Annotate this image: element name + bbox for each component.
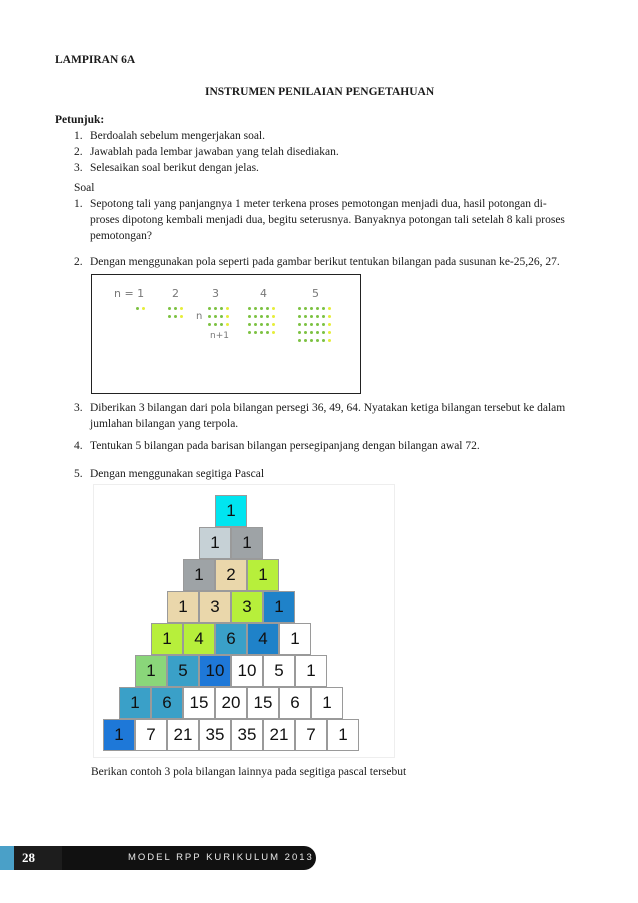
pattern-dot bbox=[214, 315, 217, 318]
pascal-cell: 1 bbox=[263, 591, 295, 623]
lampiran-label: LAMPIRAN 6A bbox=[55, 54, 136, 66]
q1-line-1: Sepotong tali yang panjangnya 1 meter terkena proses pemotongan menjadi dua, hasil potongan di- bbox=[90, 198, 547, 210]
pattern-dot bbox=[168, 315, 171, 318]
pattern-dot bbox=[248, 315, 251, 318]
pascal-cell: 1 bbox=[279, 623, 311, 655]
pascal-cell: 1 bbox=[295, 655, 327, 687]
item-text: Selesaikan soal berikut dengan jelas. bbox=[90, 162, 259, 174]
pattern-dot bbox=[304, 323, 307, 326]
pattern-dot bbox=[254, 315, 257, 318]
pattern-dot bbox=[316, 307, 319, 310]
pattern-dot bbox=[260, 323, 263, 326]
q2-text: Dengan menggunakan pola seperti pada gambar berikut tentukan bilangan pada susunan ke-25,26, 27. bbox=[90, 256, 560, 268]
question-5 bbox=[74, 466, 614, 482]
pascal-cell: 20 bbox=[215, 687, 247, 719]
item-number: 4. bbox=[74, 440, 83, 452]
label-n4: 4 bbox=[260, 287, 267, 300]
question-1 bbox=[74, 196, 594, 244]
pascal-cell: 1 bbox=[183, 559, 215, 591]
pattern-dot bbox=[248, 331, 251, 334]
pattern-dot bbox=[214, 307, 217, 310]
pattern-dot bbox=[272, 331, 275, 334]
pattern-dot bbox=[168, 307, 171, 310]
item-number: 3. bbox=[74, 402, 83, 414]
item-number: 3. bbox=[74, 162, 83, 174]
petunjuk-item-1 bbox=[74, 128, 594, 144]
pascal-cell: 3 bbox=[199, 591, 231, 623]
pattern-dot bbox=[328, 323, 331, 326]
pattern-dot bbox=[272, 323, 275, 326]
pascal-cell: 1 bbox=[311, 687, 343, 719]
pascal-cell: 5 bbox=[167, 655, 199, 687]
pattern-dot bbox=[266, 307, 269, 310]
item-number: 1. bbox=[74, 198, 83, 210]
pattern-dot bbox=[310, 315, 313, 318]
q5-text: Dengan menggunakan segitiga Pascal bbox=[90, 468, 265, 480]
page-tab-accent bbox=[0, 846, 14, 870]
item-number: 5. bbox=[74, 468, 83, 480]
item-number: 1. bbox=[74, 130, 83, 142]
pattern-dot bbox=[328, 331, 331, 334]
item-number: 2. bbox=[74, 256, 83, 268]
pattern-dot bbox=[328, 315, 331, 318]
pattern-dot bbox=[266, 323, 269, 326]
petunjuk-label: Petunjuk: bbox=[55, 114, 105, 126]
pascal-cell: 4 bbox=[183, 623, 215, 655]
pascal-cell: 21 bbox=[167, 719, 199, 751]
pascal-cell: 1 bbox=[327, 719, 359, 751]
petunjuk-item-2 bbox=[74, 144, 594, 160]
pattern-dot bbox=[322, 331, 325, 334]
pattern-dot bbox=[180, 315, 183, 318]
pattern-dot bbox=[220, 315, 223, 318]
pattern-dot bbox=[220, 323, 223, 326]
pascal-cell: 21 bbox=[263, 719, 295, 751]
pascal-cell: 1 bbox=[167, 591, 199, 623]
pattern-dot bbox=[180, 307, 183, 310]
pascal-cell: 7 bbox=[295, 719, 327, 751]
pascal-cell: 35 bbox=[199, 719, 231, 751]
pattern-dot bbox=[226, 323, 229, 326]
pascal-cell: 15 bbox=[183, 687, 215, 719]
petunjuk-item-3 bbox=[74, 160, 594, 176]
pascal-cell: 15 bbox=[247, 687, 279, 719]
q4-text: Tentukan 5 bilangan pada barisan bilangan persegipanjang dengan bilangan awal 72. bbox=[90, 440, 480, 452]
pattern-dot bbox=[298, 323, 301, 326]
pascal-cell: 1 bbox=[119, 687, 151, 719]
pattern-dot bbox=[174, 315, 177, 318]
pattern-dot bbox=[272, 307, 275, 310]
pattern-dot bbox=[298, 307, 301, 310]
pascal-cell: 4 bbox=[247, 623, 279, 655]
n-label: n bbox=[196, 311, 203, 322]
pattern-dot bbox=[266, 315, 269, 318]
q1-line-2: proses dipotong kembali menjadi dua, begitu seterusnya. Banyaknya potongan tali setelah 8 kali proses bbox=[90, 214, 565, 226]
pattern-figure bbox=[91, 274, 361, 394]
pattern-dot bbox=[254, 307, 257, 310]
pattern-dot bbox=[260, 307, 263, 310]
pascal-cell: 1 bbox=[215, 495, 247, 527]
pascal-figure bbox=[93, 484, 395, 758]
n-plus-1-label: n+1 bbox=[210, 331, 229, 341]
pattern-dot bbox=[322, 339, 325, 342]
pascal-cell: 1 bbox=[231, 527, 263, 559]
pattern-dot bbox=[322, 307, 325, 310]
pascal-cell: 1 bbox=[247, 559, 279, 591]
pattern-dot bbox=[304, 339, 307, 342]
pattern-dot bbox=[260, 315, 263, 318]
pattern-dot bbox=[310, 323, 313, 326]
pattern-dot bbox=[310, 331, 313, 334]
pattern-dot bbox=[208, 307, 211, 310]
pattern-dot bbox=[254, 323, 257, 326]
page-number: 28 bbox=[22, 850, 35, 865]
pattern-dot bbox=[208, 323, 211, 326]
soal-label: Soal bbox=[74, 182, 95, 194]
pascal-cell: 10 bbox=[199, 655, 231, 687]
pascal-cell: 2 bbox=[215, 559, 247, 591]
pascal-cell: 1 bbox=[151, 623, 183, 655]
item-text: Jawablah pada lembar jawaban yang telah disediakan. bbox=[90, 146, 339, 158]
pascal-cell: 35 bbox=[231, 719, 263, 751]
pattern-dot bbox=[328, 307, 331, 310]
pattern-dot bbox=[310, 307, 313, 310]
pattern-dot bbox=[304, 307, 307, 310]
pattern-dot bbox=[142, 307, 145, 310]
pattern-dot bbox=[316, 339, 319, 342]
pattern-dot bbox=[136, 307, 139, 310]
pascal-cell: 1 bbox=[103, 719, 135, 751]
pattern-dot bbox=[260, 331, 263, 334]
label-n2: 2 bbox=[172, 287, 179, 300]
q1-line-3: pemotongan? bbox=[90, 230, 152, 242]
pattern-dot bbox=[266, 331, 269, 334]
pattern-dot bbox=[310, 339, 313, 342]
pattern-dot bbox=[248, 323, 251, 326]
pattern-dot bbox=[298, 339, 301, 342]
question-3 bbox=[74, 400, 614, 432]
page-title: INSTRUMEN PENILAIAN PENGETAHUAN bbox=[205, 86, 435, 98]
pattern-dot bbox=[226, 307, 229, 310]
item-text: Berdoalah sebelum mengerjakan soal. bbox=[90, 130, 265, 142]
label-n3: 3 bbox=[212, 287, 219, 300]
pattern-dot bbox=[304, 331, 307, 334]
pascal-cell: 1 bbox=[199, 527, 231, 559]
pattern-dot bbox=[316, 323, 319, 326]
pattern-dot bbox=[298, 331, 301, 334]
q3-line-1: Diberikan 3 bilangan dari pola bilangan persegi 36, 49, 64. Nyatakan ketiga bilangan tersebut ke dalam bbox=[90, 402, 566, 414]
pascal-cell: 3 bbox=[231, 591, 263, 623]
pattern-dot bbox=[316, 331, 319, 334]
pascal-cell: 6 bbox=[151, 687, 183, 719]
pascal-cell: 1 bbox=[135, 655, 167, 687]
page-number-tab bbox=[0, 846, 62, 870]
pattern-dot bbox=[248, 307, 251, 310]
pattern-dot bbox=[214, 323, 217, 326]
pattern-dot bbox=[328, 339, 331, 342]
footer-bar bbox=[62, 846, 316, 870]
item-number: 2. bbox=[74, 146, 83, 158]
footer-title: MODEL RPP KURIKULUM 2013 bbox=[128, 852, 314, 863]
pascal-cell: 6 bbox=[215, 623, 247, 655]
pattern-dot bbox=[304, 315, 307, 318]
pattern-dot bbox=[174, 307, 177, 310]
question-4 bbox=[74, 438, 614, 454]
closing-text: Berikan contoh 3 pola bilangan lainnya pada segitiga pascal tersebut bbox=[91, 766, 407, 778]
petunjuk-list bbox=[74, 128, 594, 176]
question-2 bbox=[74, 254, 614, 270]
q3-line-2: jumlahan bilangan yang terpola. bbox=[90, 418, 239, 430]
pattern-dot bbox=[272, 315, 275, 318]
pascal-cell: 6 bbox=[279, 687, 311, 719]
pattern-dot bbox=[316, 315, 319, 318]
pattern-dot bbox=[208, 315, 211, 318]
pattern-dot bbox=[254, 331, 257, 334]
pascal-cell: 7 bbox=[135, 719, 167, 751]
pattern-dot bbox=[226, 315, 229, 318]
pascal-cell: 10 bbox=[231, 655, 263, 687]
label-n1: n = 1 bbox=[114, 287, 145, 300]
pattern-dot bbox=[220, 307, 223, 310]
pattern-dot bbox=[322, 323, 325, 326]
pattern-dot bbox=[298, 315, 301, 318]
label-n5: 5 bbox=[312, 287, 319, 300]
pascal-cell: 5 bbox=[263, 655, 295, 687]
pattern-dot bbox=[322, 315, 325, 318]
